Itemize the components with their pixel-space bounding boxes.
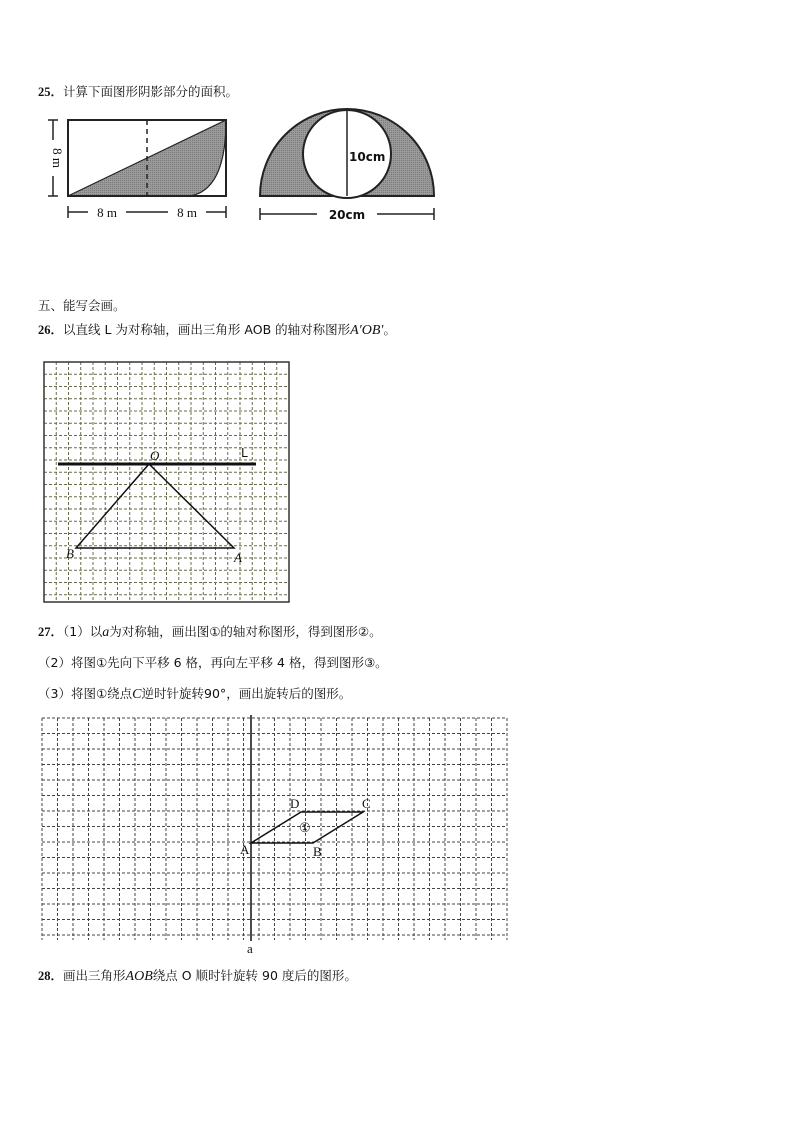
q25-bottom-right-label: 8 m bbox=[177, 205, 197, 220]
q27-grid-figure bbox=[42, 715, 512, 960]
q28-number: 28． bbox=[38, 969, 64, 983]
q28-triangle-name: AOB bbox=[125, 969, 153, 984]
q25-question: 计算下面图形阴影部分的面积。 bbox=[63, 84, 239, 99]
q27-point-A: A bbox=[240, 842, 250, 857]
q27-part1-text: 为对称轴，画出图①的轴对称图形，得到图形②。 bbox=[109, 624, 382, 639]
q27-shape-label: ① bbox=[299, 820, 311, 835]
q25-diameter-label: 10cm bbox=[349, 150, 386, 164]
q27-axis-a: a bbox=[102, 625, 110, 640]
q26-period: 。 bbox=[383, 322, 396, 337]
q27-part3-text: 逆时针旋转 bbox=[141, 686, 205, 701]
q26-triangle-AOB bbox=[76, 464, 234, 548]
q27-point-D: D bbox=[290, 796, 300, 811]
q28-text bbox=[38, 968, 357, 985]
q27-part1-prefix: （1）以 bbox=[63, 624, 103, 639]
q25-figure-rectangle bbox=[40, 112, 240, 224]
q25-figure-semicircle bbox=[255, 108, 440, 224]
q25-text bbox=[38, 84, 238, 100]
q26-grid-figure bbox=[42, 360, 292, 604]
q27-point-C: C bbox=[362, 796, 371, 811]
q27-part1 bbox=[38, 624, 382, 641]
q26-text bbox=[38, 322, 396, 339]
q26-line-L-label: L bbox=[241, 446, 248, 460]
q28-text-before: 画出三角形 bbox=[63, 968, 126, 983]
q26-point-B: B bbox=[66, 546, 74, 561]
q27-part3-prefix: （3）将图①绕点 bbox=[38, 686, 133, 701]
q27-number: 27． bbox=[38, 625, 64, 639]
q25-width-label: 20cm bbox=[328, 208, 366, 222]
q25-bottom-left-label: 8 m bbox=[97, 205, 117, 220]
q28-text-after: 绕点 O 顺时针旋转 90 度后的图形。 bbox=[152, 968, 357, 983]
q26-number: 26． bbox=[38, 323, 64, 337]
q25-side-label: 8 m bbox=[50, 148, 65, 168]
q25-number: 25． bbox=[38, 85, 64, 99]
q27-axis-label: a bbox=[247, 941, 253, 956]
q26-point-A: A bbox=[234, 550, 242, 565]
q26-point-O: O bbox=[150, 448, 160, 463]
q27-point-C-text: C bbox=[132, 687, 142, 702]
q27-part3 bbox=[38, 686, 351, 703]
q27-part2: （2）将图①先向下平移 6 格，再向左平移 4 格，得到图形③。 bbox=[38, 655, 388, 670]
q27-point-B: B bbox=[313, 844, 322, 859]
section-title: 五、能写会画。 bbox=[38, 298, 126, 313]
q26-question: 以直线 L 为对称轴，画出三角形 AOB 的轴对称图形 bbox=[63, 322, 351, 337]
q27-angle: 90° bbox=[204, 686, 227, 701]
q27-part3-suffix: ，画出旋转后的图形。 bbox=[226, 686, 352, 701]
q26-figure-name: A′OB′ bbox=[350, 323, 384, 338]
